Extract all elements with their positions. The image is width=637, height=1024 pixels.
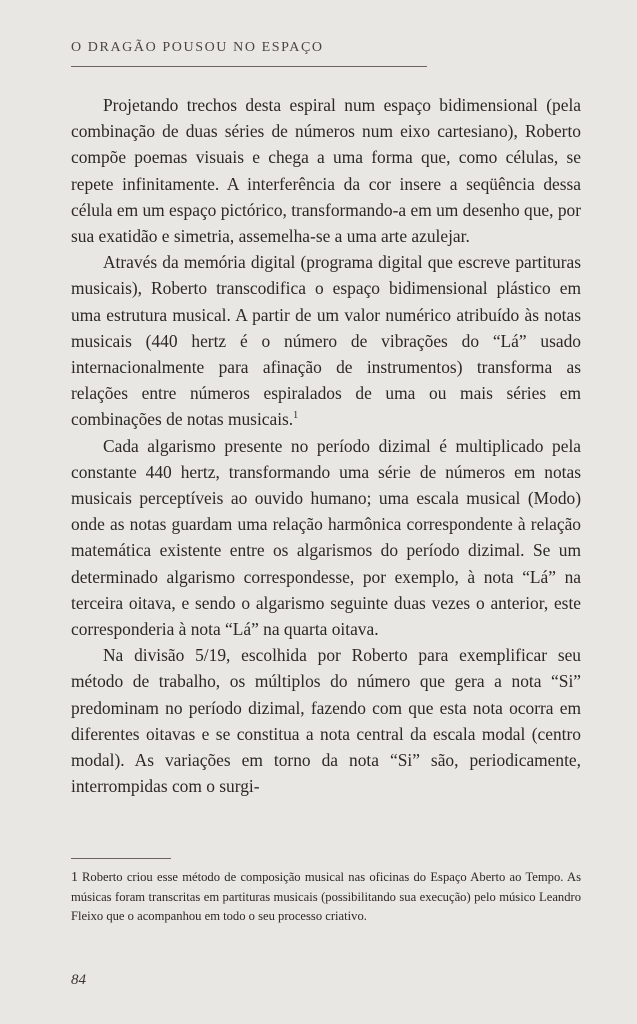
footnote-number: 1 xyxy=(71,870,78,885)
paragraph-2 xyxy=(71,249,581,432)
page-number: 84 xyxy=(71,972,86,988)
footnote xyxy=(71,868,581,927)
paragraph-text: Projetando trechos desta espiral num espaço bidimensional (pela combinação de duas séries de números num eixo cartesiano), Roberto compõe poemas visuais e chega a uma forma que, como células, se repete infinitamente. A interferência da cor insere a seqüência dessa célula em um espaço pictórico, transformando-a em um desenho que, por sua exatidão e simetria, assemelha-se a uma arte azulejar. xyxy=(71,95,581,247)
paragraph-text: Através da memória digital (programa digital que escreve partituras musicais), Roberto transcodifica o espaço bidimensional plástico em uma estrutura musical. A partir de um valor numérico atribuído às notas musicais (440 hertz é o número de vibrações do “Lá” usado internacionalmente para afinação de instrumentos) transforma as relações entre números espiralados de uma ou mais séries em combinações de notas musicais. xyxy=(71,252,581,430)
body-text xyxy=(71,92,581,799)
footnote-text: Roberto criou esse método de composição musical nas oficinas do Espaço Aberto ao Tempo. As músicas foram transcritas em partituras musicais (possibilitando sua execução) pelo músico Leandro Fleixo que o acompanhou em todo o seu processo criativo. xyxy=(71,870,581,924)
paragraph-3 xyxy=(71,433,581,643)
header-rule xyxy=(71,66,427,67)
footnote-rule xyxy=(71,858,171,859)
paragraph-1 xyxy=(71,92,581,249)
paragraph-text: Cada algarismo presente no período dizimal é multiplicado pela constante 440 hertz, transformando uma série de números em notas musicais perceptíveis ao ouvido humano; uma escala musical (Modo) onde as notas guardam uma relação harmônica correspondente à relação matemática existente entre os algarismos do período dizimal. Se um determinado algarismo correspondesse, por exemplo, à nota “Lá” na terceira oitava, e sendo o algarismo seguinte duas vezes o anterior, este corresponderia à nota “Lá” na quarta oitava. xyxy=(71,435,581,640)
footnote-reference: 1 xyxy=(293,410,299,422)
paragraph-text: Na divisão 5/19, escolhida por Roberto para exemplificar seu método de trabalho, os múltiplos do número que gera a nota “Si” predominam no período dizimal, fazendo com que esta nota ocorra em diferentes oitavas e se constitua a nota central da escala modal (centro modal). As variações em torno da nota “Si” são, periodicamente, interrompidas com o surgi- xyxy=(71,645,581,797)
paragraph-4 xyxy=(71,642,581,799)
running-header: O DRAGÃO POUSOU NO ESPAÇO xyxy=(71,40,324,55)
